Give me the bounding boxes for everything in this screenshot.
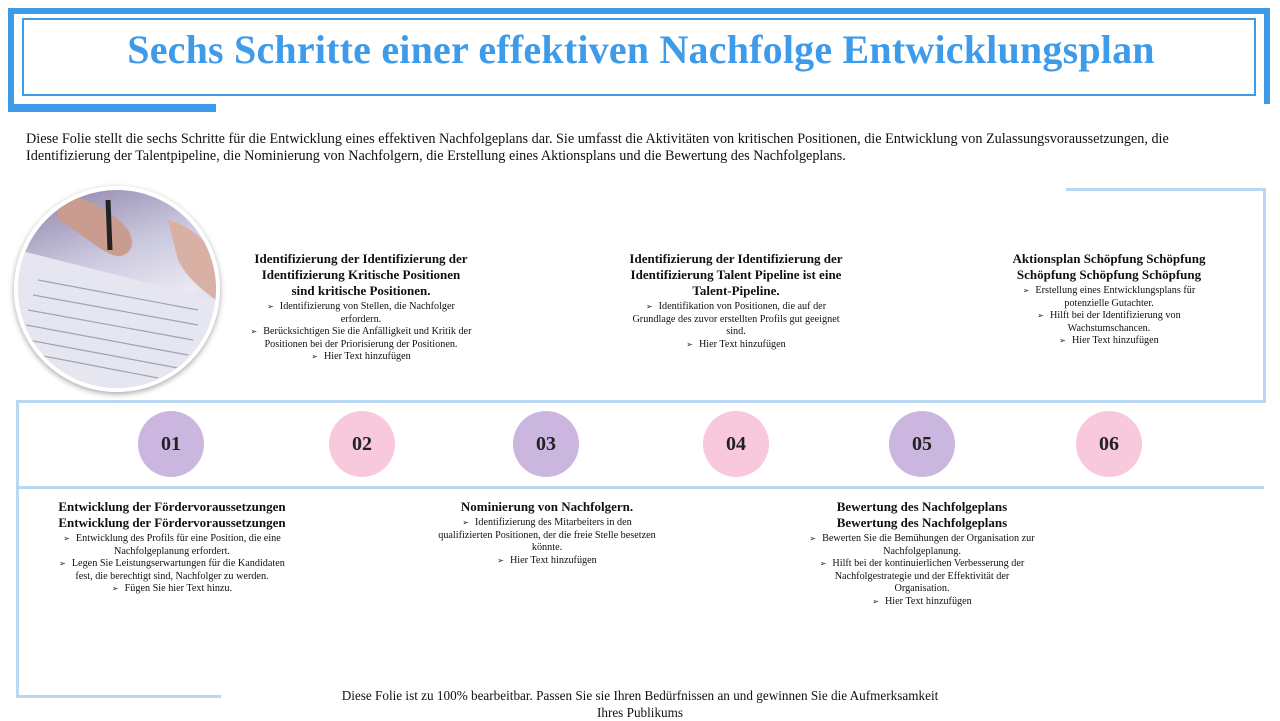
- timeline-band-bottom: [16, 486, 1264, 489]
- page-title: Sechs Schritte einer effektiven Nachfolge Entwicklungsplan: [127, 27, 1155, 72]
- bullet-item: ➢ Hier Text hinzufügen: [624, 339, 848, 352]
- step-01-bullets: [54, 533, 290, 596]
- step-06-bullets: [1000, 285, 1218, 348]
- bullet-item: ➢ Erstellung eines Entwicklungsplans für potenzielle Gutachter.: [1000, 285, 1218, 310]
- step-circle-02: 02: [329, 411, 395, 477]
- step-06-text: [1000, 251, 1218, 348]
- step-02-heading: Identifizierung der Identifizierung der Identifizierung Kritische Positionen sind kritische Positionen.: [254, 251, 468, 298]
- outline-line-right: [1263, 188, 1266, 403]
- step-01-text: [54, 499, 290, 596]
- step-04-text: [624, 251, 848, 351]
- step-03-heading: Nominierung von Nachfolgern.: [460, 499, 634, 514]
- bullet-item: ➢ Identifikation von Positionen, die auf der Grundlage des zuvor erstellten Profils gut geeignet sind.: [624, 301, 848, 339]
- outline-line-bottom-left: [16, 695, 221, 698]
- step-02-bullets: [250, 301, 472, 364]
- step-05-bullets: [806, 533, 1038, 608]
- step-03-bullets: [436, 517, 658, 567]
- bullet-item: ➢ Hier Text hinzufügen: [1000, 335, 1218, 348]
- writing-hand-photo-icon: [14, 186, 220, 392]
- bullet-item: ➢ Hier Text hinzufügen: [436, 555, 658, 568]
- step-04-bullets: [624, 301, 848, 351]
- step-circle-01: 01: [138, 411, 204, 477]
- bullet-item: ➢ Entwicklung des Profils für eine Position, die eine Nachfolgeplanung erfordert.: [54, 533, 290, 558]
- bullet-item: ➢ Hier Text hinzufügen: [806, 596, 1038, 609]
- intro-paragraph: Diese Folie stellt die sechs Schritte für die Entwicklung eines effektiven Nachfolgeplans dar. Sie umfasst die Aktivitäten von kritischen Positionen, die Entwicklung von Zulassungsvoraussetzungen, die Identifizierung der Talentpipeline, die Nominierung von Nachfolgern, die Erstellung eines Aktionsplans und die Bewertung des Nachfolgeplans.: [26, 131, 1169, 164]
- bullet-item: ➢ Identifizierung des Mitarbeiters in den qualifizierten Positionen, der die freie Stelle besetzen könnte.: [436, 517, 658, 555]
- bullet-item: ➢ Legen Sie Leistungserwartungen für die Kandidaten fest, die berechtigt sind, Nachfolger zu werden.: [54, 558, 290, 583]
- timeline-band-top: [16, 400, 1266, 403]
- step-05-heading: Bewertung des Nachfolgeplans Bewertung des Nachfolgeplans: [836, 499, 1008, 530]
- step-02-text: [250, 251, 472, 364]
- outline-line-top-right: [1066, 188, 1266, 191]
- outline-line-left: [16, 400, 19, 698]
- bullet-item: ➢ Identifizierung von Stellen, die Nachfolger erfordern.: [250, 301, 472, 326]
- step-01-heading: Entwicklung der Fördervoraussetzungen Entwicklung der Fördervoraussetzungen: [58, 499, 286, 530]
- bullet-item: ➢ Bewerten Sie die Bemühungen der Organisation zur Nachfolgeplanung.: [806, 533, 1038, 558]
- title-frame-accent-bar: [8, 104, 216, 112]
- step-circle-03: 03: [513, 411, 579, 477]
- bullet-item: ➢ Fügen Sie hier Text hinzu.: [54, 583, 290, 596]
- step-06-heading: Aktionsplan Schöpfung Schöpfung Schöpfung Schöpfung Schöpfung: [1012, 251, 1206, 282]
- step-05-text: [806, 499, 1038, 608]
- bullet-item: ➢ Berücksichtigen Sie die Anfälligkeit und Kritik der Positionen bei der Priorisierung der Positionen.: [250, 326, 472, 351]
- bullet-item: ➢ Hilft bei der kontinuierlichen Verbesserung der Nachfolgestrategie und der Effektivität der Organisation.: [806, 558, 1038, 596]
- step-circle-05: 05: [889, 411, 955, 477]
- bullet-item: ➢ Hilft bei der Identifizierung von Wachstumschancen.: [1000, 310, 1218, 335]
- step-circle-04: 04: [703, 411, 769, 477]
- footer-note: Diese Folie ist zu 100% bearbeitbar. Passen Sie sie Ihren Bedürfnissen an und gewinnen Sie die Aufmerksamkeit Ihres Publikums: [341, 688, 939, 720]
- step-04-heading: Identifizierung der Identifizierung der Identifizierung Talent Pipeline ist eine Talent-Pipeline.: [629, 251, 843, 298]
- step-circle-06: 06: [1076, 411, 1142, 477]
- step-03-text: [436, 499, 658, 567]
- bullet-item: ➢ Hier Text hinzufügen: [250, 351, 472, 364]
